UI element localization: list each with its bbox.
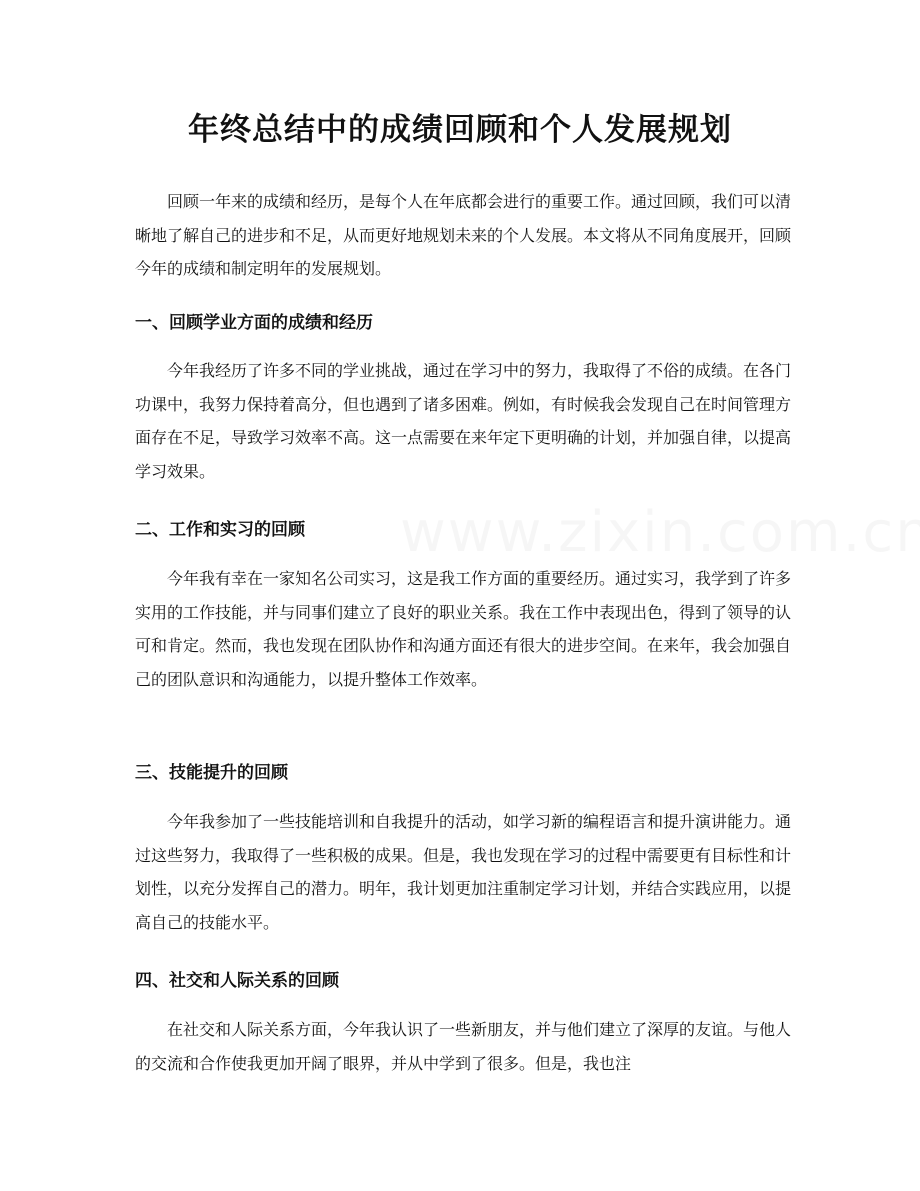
document-title: 年终总结中的成绩回顾和个人发展规划: [188, 112, 732, 148]
intro-paragraph: 回顾一年来的成绩和经历，是每个人在年底都会进行的重要工作。通过回顾，我们可以清晰地了解自己的进步和不足，从而更好地规划未来的个人发展。本文将从不同角度展开，回顾今年的成绩和制定明年的发展规划。: [135, 192, 792, 278]
section-body-1: 今年我经历了许多不同的学业挑战，通过在学习中的努力，我取得了不俗的成绩。在各门功课中，我努力保持着高分，但也遇到了诸多困难。例如，有时候我会发现自己在时间管理方面存在不足，导致学习效率不高。这一点需要在来年定下更明确的计划，并加强自律，以提高学习效果。: [135, 361, 792, 481]
section-heading-2: 二、工作和实习的回顾: [135, 520, 305, 540]
section-body-2: 今年我有幸在一家知名公司实习，这是我工作方面的重要经历。通过实习，我学到了许多实用的工作技能，并与同事们建立了良好的职业关系。我在工作中表现出色，得到了领导的认可和肯定。然而，我也发现在团队协作和沟通方面还有很大的进步空间。在来年，我会加强自己的团队意识和沟通能力，以提升整体工作效率。: [135, 569, 792, 689]
section-body-4: 在社交和人际关系方面，今年我认识了一些新朋友，并与他们建立了深厚的友谊。与他人的交流和合作使我更加开阔了眼界，并从中学到了很多。但是，我也注: [135, 1020, 792, 1073]
section-heading-4: 四、社交和人际关系的回顾: [135, 971, 339, 991]
section-heading-1: 一、回顾学业方面的成绩和经历: [135, 313, 373, 333]
section-heading-3: 三、技能提升的回顾: [135, 763, 288, 783]
section-body-3: 今年我参加了一些技能培训和自我提升的活动，如学习新的编程语言和提升演讲能力。通过这些努力，我取得了一些积极的成果。但是，我也发现在学习的过程中需要更有目标性和计划性，以充分发挥自己的潜力。明年，我计划更加注重制定学习计划，并结合实践应用，以提高自己的技能水平。: [135, 812, 792, 932]
